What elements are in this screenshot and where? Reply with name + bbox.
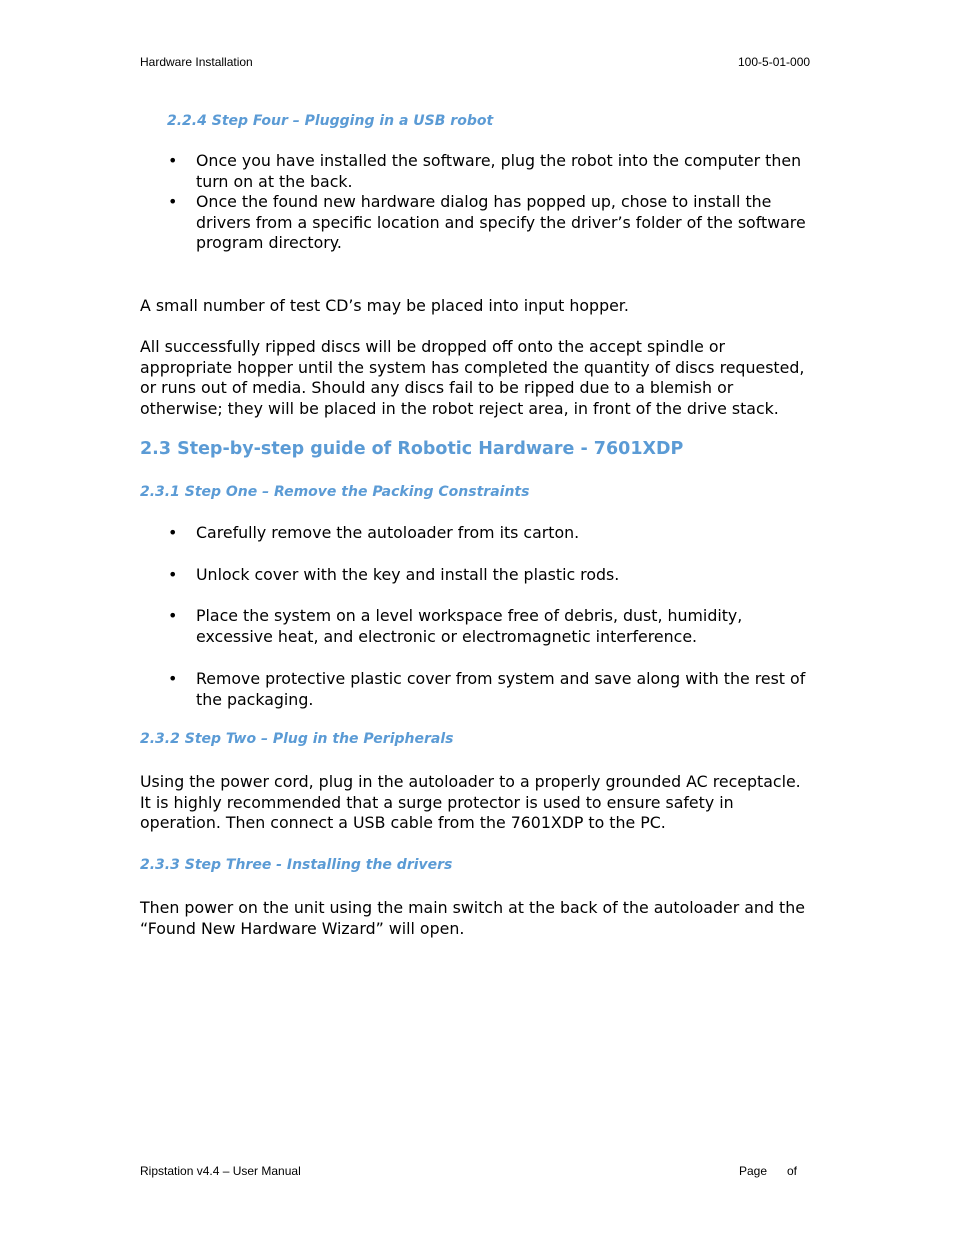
heading-2-3: 2.3 Step-by-step guide of Robotic Hardware - 7601XDP [140,439,684,459]
list-item [140,151,816,193]
list-item [140,523,816,545]
header-title: Hardware Installation [140,55,253,69]
list-item-text: Remove protective plastic cover from system and save along with the rest of the packaging. [196,669,806,709]
bullet-icon: • [168,151,178,170]
heading-2-3-1: 2.3.1 Step One – Remove the Packing Constraints [140,484,530,500]
paragraph-ripped-discs: All successfully ripped discs will be dropped off onto the accept spindle or appropriate hopper until the system has completed the quantity of discs requested, or runs out of media. Should any discs fail to be ripped due to a blemish or otherwise; they will be placed in the robot reject area, in front of the drive stack. [140,337,805,418]
bullet-icon: • [168,192,178,211]
bullet-icon: • [168,565,178,584]
list-item-text: Unlock cover with the key and install the plastic rods. [196,565,620,584]
list-item [140,669,816,711]
heading-2-2-4: 2.2.4 Step Four – Plugging in a USB robot [167,113,494,129]
list-item [140,565,816,587]
footer-page-label: Page [739,1164,768,1178]
heading-2-3-3: 2.3.3 Step Three - Installing the drivers [140,857,453,873]
footer-manual-title: Ripstation v4.4 – User Manual [140,1164,301,1178]
bullet-icon: • [168,606,178,625]
list-item-text: Once the found new hardware dialog has popped up, chose to install the drivers from a specific location and specify the driver’s folder of the software program directory. [196,192,806,253]
bullet-icon: • [168,523,178,542]
footer-of-label: of [787,1164,798,1178]
paragraph-power-cord: Using the power cord, plug in the autoloader to a properly grounded AC receptacle. It is highly recommended that a surge protector is used to ensure safety in operation. Then connect a USB cable from the 7601XDP to the PC. [140,772,801,833]
list-item-text: Place the system on a level workspace free of debris, dust, humidity, excessive heat, and electronic or electromagnetic interference. [196,606,743,646]
list-item [140,606,816,648]
heading-2-3-2: 2.3.2 Step Two – Plug in the Peripherals [140,731,454,747]
list-item [140,192,816,254]
header-doc-number: 100-5-01-000 [738,55,811,69]
bullet-icon: • [168,669,178,688]
paragraph-test-cds: A small number of test CD’s may be placed into input hopper. [140,296,629,315]
list-item-text: Once you have installed the software, plug the robot into the computer then turn on at the back. [196,151,802,191]
list-item-text: Carefully remove the autoloader from its carton. [196,523,580,542]
paragraph-power-on: Then power on the unit using the main switch at the back of the autoloader and the “Found New Hardware Wizard” will open. [140,898,805,938]
